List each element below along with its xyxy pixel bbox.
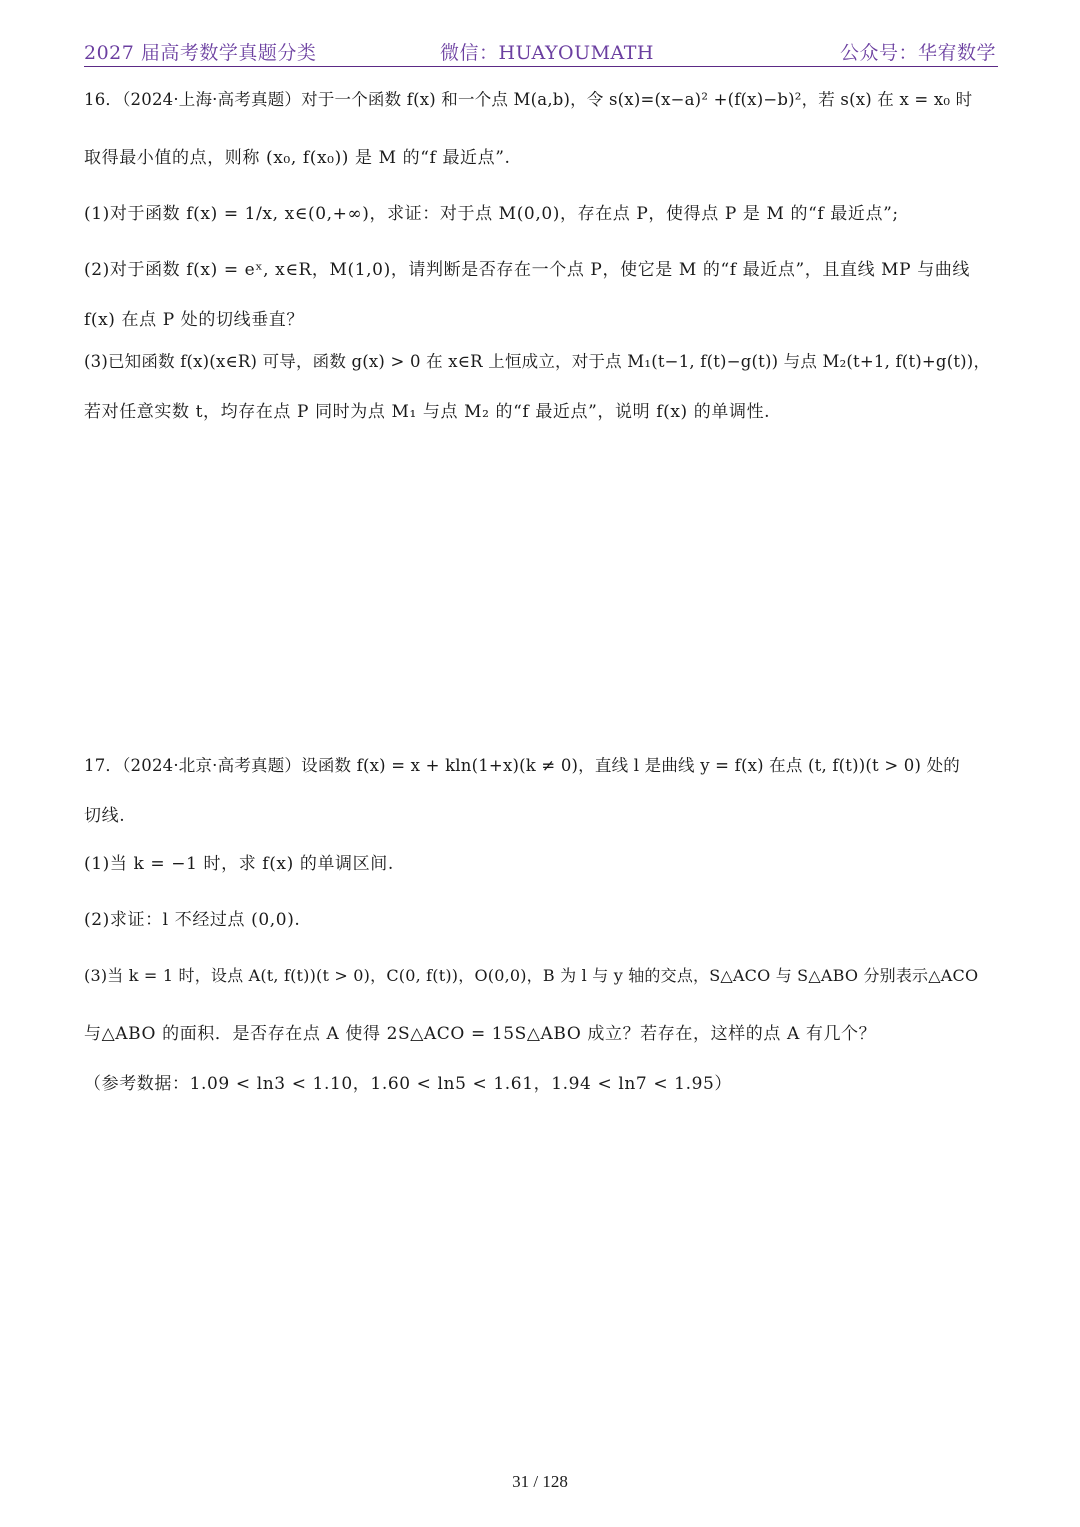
problem-17-reference-data: （参考数据：1.09 < ln3 < 1.10，1.60 < ln5 < 1.61，1.94 < ln7 < 1.95） [84, 1074, 733, 1094]
problem-16-line-2: 取得最小值的点，则称 (x₀, f(x₀)) 是 M 的“f 最近点”. [84, 148, 511, 168]
problem-17-part-2: (2)求证：l 不经过点 (0,0). [84, 910, 301, 930]
header-account: 公众号：华宥数学 [839, 42, 996, 64]
problem-16-part-1: (1)对于函数 f(x) = 1/x, x∈(0,+∞)，求证：对于点 M(0,0)，存在点 P，使得点 P 是 M 的“f 最近点”; [84, 204, 899, 224]
problem-16-part-3-cont: 若对任意实数 t，均存在点 P 同时为点 M₁ 与点 M₂ 的“f 最近点”，说明 f(x) 的单调性. [84, 402, 771, 422]
problem-17-line-2: 切线. [84, 806, 126, 826]
problem-16-part-3: (3)已知函数 f(x)(x∈R) 可导，函数 g(x) > 0 在 x∈R 上恒成立，对于点 M₁(t−1, f(t)−g(t)) 与点 M₂(t+1, f(t)+g(t))， [84, 352, 991, 371]
problem-16-line-1: 16．（2024·上海·高考真题）对于一个函数 f(x) 和一个点 M(a,b)，令 s(x)=(x−a)² +(f(x)−b)²，若 s(x) 在 x = x₀ 时 [84, 90, 973, 109]
problem-16-part-2: (2)对于函数 f(x) = eˣ, x∈R，M(1,0)，请判断是否存在一个点 P，使它是 M 的“f 最近点”，且直线 MP 与曲线 [84, 260, 971, 280]
page-header [84, 36, 998, 67]
problem-17-part-3: (3)当 k = 1 时，设点 A(t, f(t))(t > 0)，C(0, f(t))，O(0,0)，B 为 l 与 y 轴的交点，S△ACO 与 S△ABO 分别表示△ACO [84, 966, 979, 985]
problem-17-part-3-cont: 与△ABO 的面积．是否存在点 A 使得 2S△ACO = 15S△ABO 成立？若存在，这样的点 A 有几个？ [84, 1024, 877, 1044]
header-title: 2027 届高考数学真题分类 [84, 42, 317, 64]
page-number: 31 / 128 [512, 1472, 568, 1491]
problem-17-part-1: (1)当 k = −1 时，求 f(x) 的单调区间. [84, 854, 394, 874]
problem-16-part-2-cont: f(x) 在点 P 处的切线垂直？ [84, 310, 304, 330]
problem-17-line-1: 17．（2024·北京·高考真题）设函数 f(x) = x + kln(1+x)(k ≠ 0)，直线 l 是曲线 y = f(x) 在点 (t, f(t))(t > 0) 处的 [84, 756, 960, 775]
header-wechat: 微信：HUAYOUMATH [440, 42, 654, 64]
